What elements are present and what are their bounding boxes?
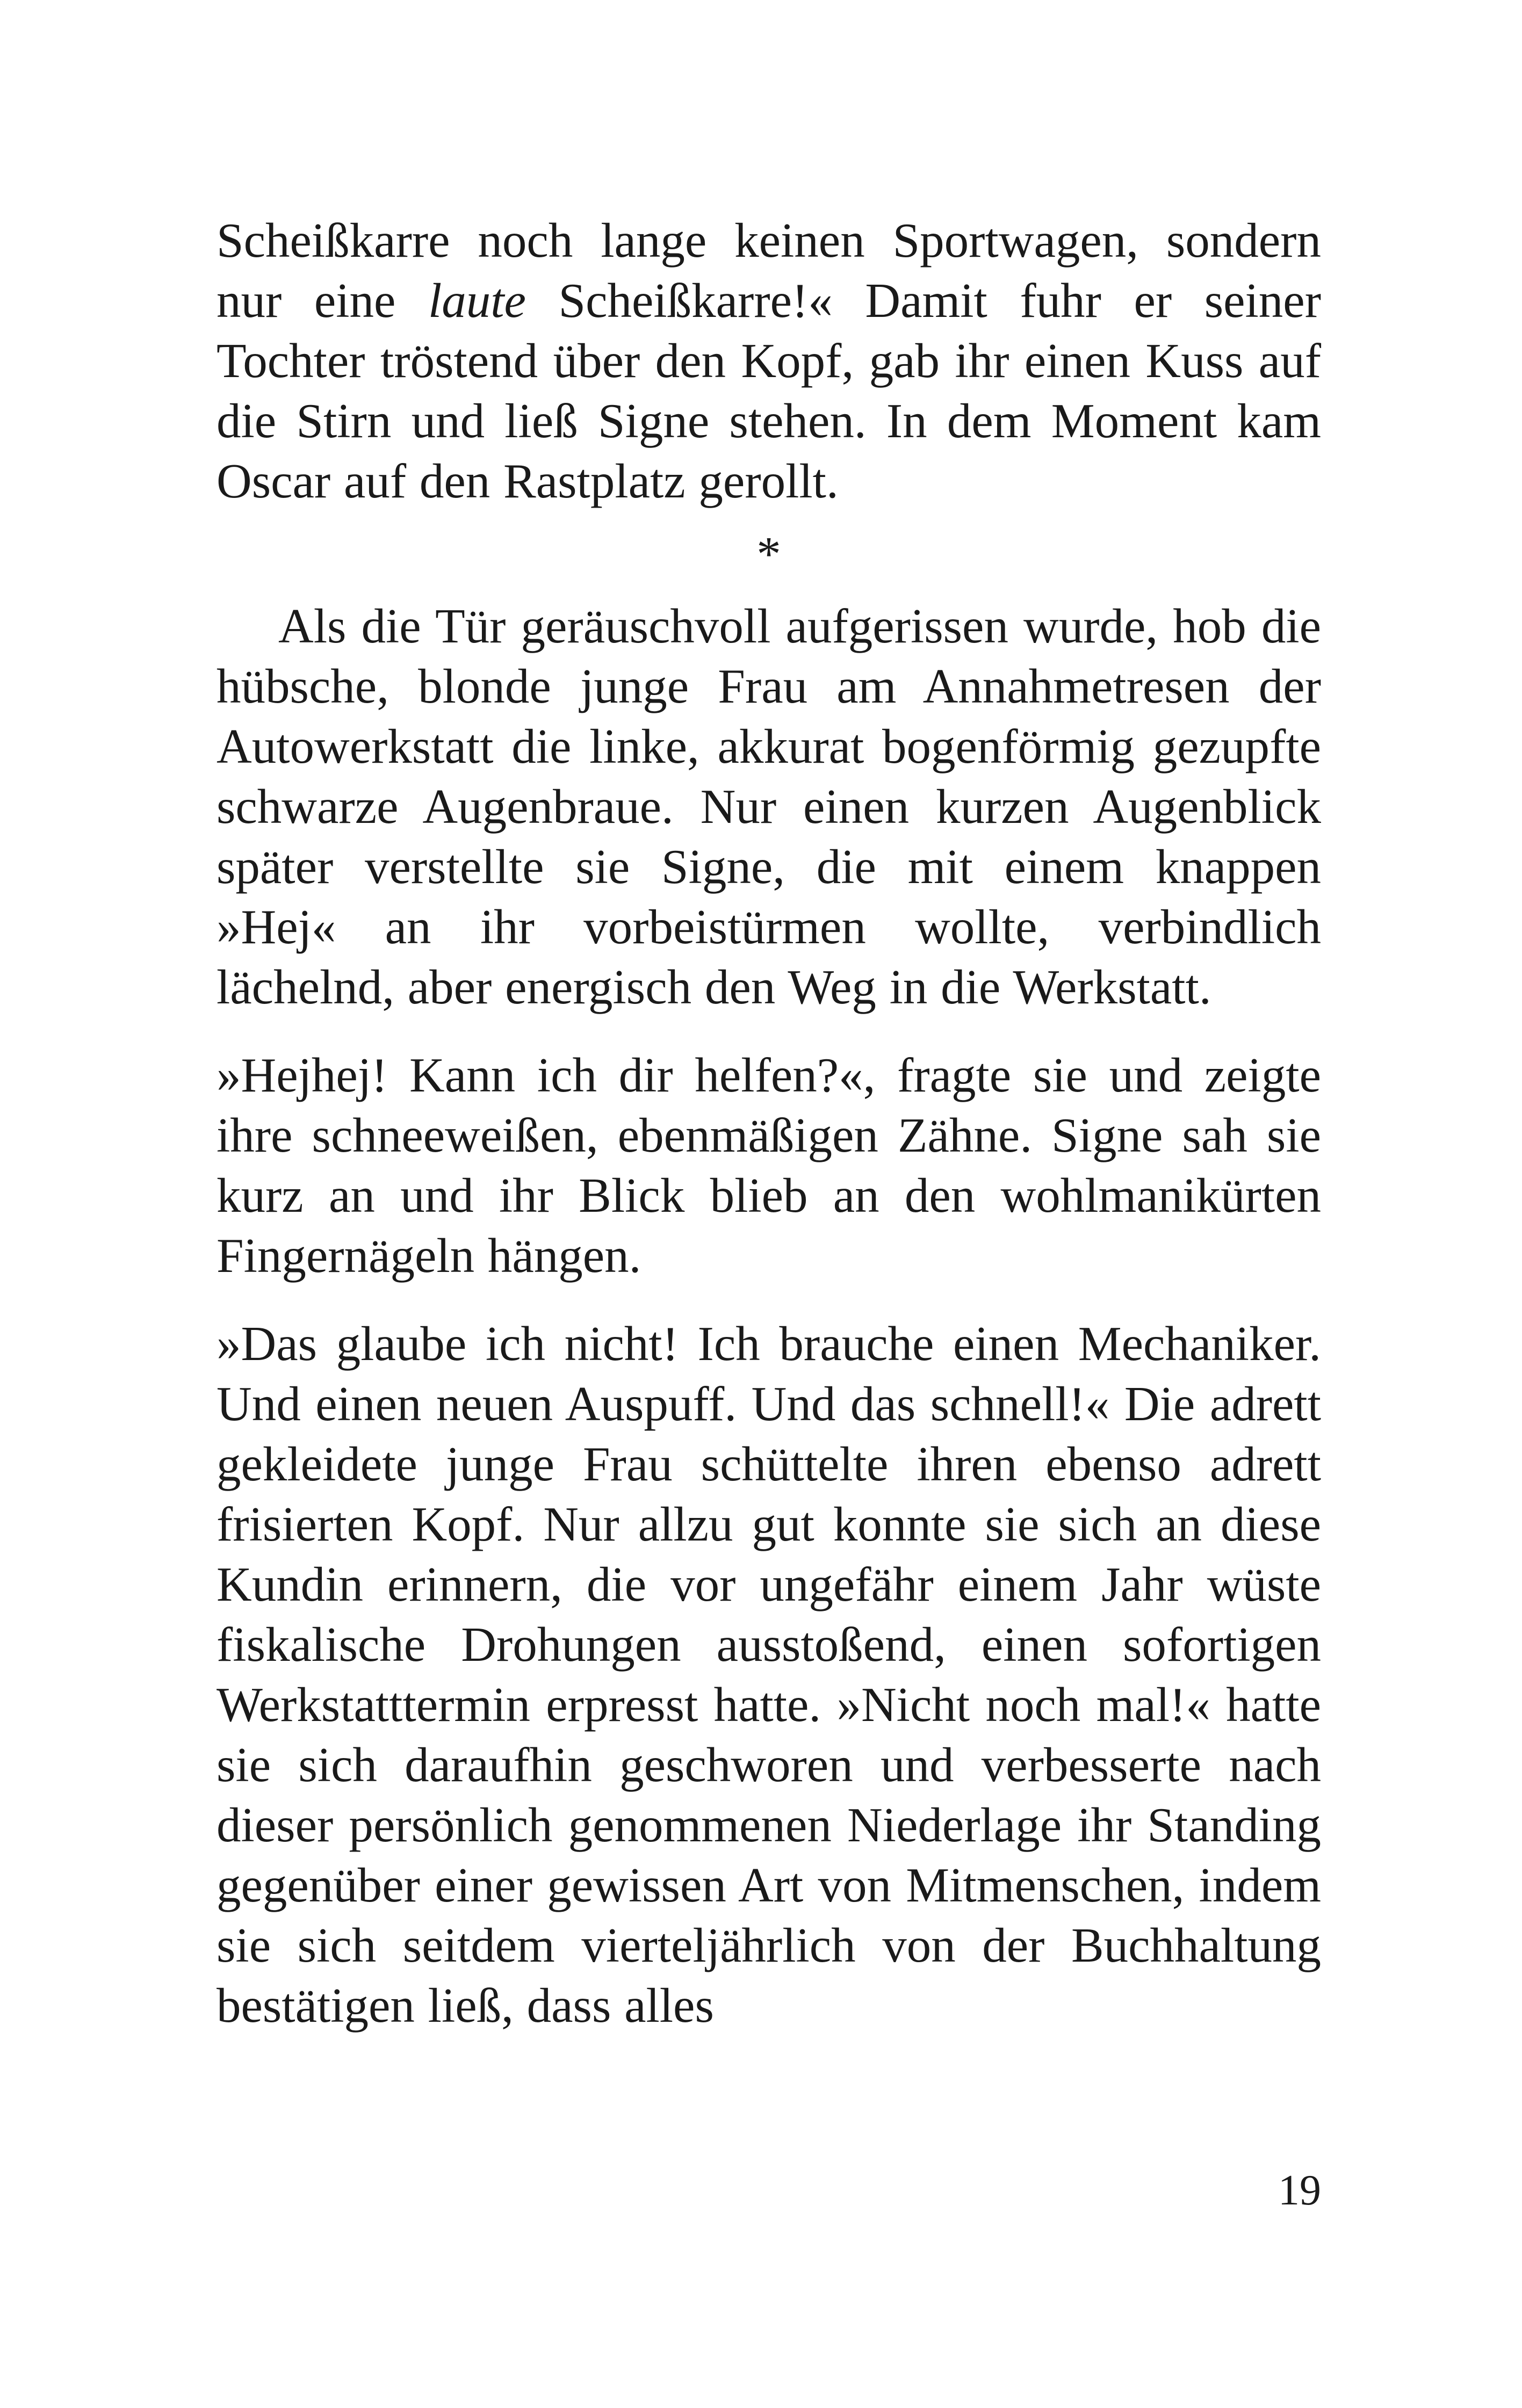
page-number: 19 [1278,2167,1321,2214]
paragraph-4: »Das glaube ich nicht! Ich brauche einen Mechaniker. Und einen neuen Auspuff. Und das schnell!« Die adrett gekleidete junge Frau schüttelte ihren ebenso adrett frisierten Kopf. Nur allzu gut konnte sie sich an diese Kundin erinnern, die vor ungefähr einem Jahr wüste fiskalische Drohungen ausstoßend, einen sofortigen Werkstatttermin erpresst hatte. »Nicht noch mal!« hatte sie sich daraufhin geschworen und verbesserte nach dieser persönlich genommenen Niederlage ihr Standing gegenüber einer gewissen Art von Mitmenschen, indem sie sich seitdem vierteljährlich von der Buchhaltung bestätigen ließ, dass alles [217,1317,1321,2033]
paragraph-1-text-a: Scheißkarre noch lange keinen Sportwagen, sondern nur eine [217,213,1321,328]
paragraph-1-text-b: Scheißkarre!« Damit fuhr er seiner Tochter tröstend über den Kopf, gab ihr einen Kuss auf die Stirn und ließ Signe stehen. In dem Moment kam Oscar auf den Rastplatz gerollt. [217,273,1322,508]
section-separator: * [756,527,781,581]
paragraph-1 [217,211,1321,511]
body-text [217,211,1321,2036]
paragraph-3: »Hejhej! Kann ich dir helfen?«, fragte sie und zeigte ihre schneeweißen, ebenmäßigen Zähne. Signe sah sie kurz an und ihr Blick blieb an den wohlmanikürten Fingernägeln hängen. [217,1048,1321,1283]
paragraph-2: Als die Tür geräuschvoll aufgerissen wurde, hob die hübsche, blonde junge Frau am Annahmetresen der Autowerkstatt die linke, akkurat bogenförmig gezupfte schwarze Augenbraue. Nur einen kurzen Augenblick später verstellte sie Signe, die mit einem knappen »Hej« an ihr vorbeistürmen wollte, verbindlich lächelnd, aber energisch den Weg in die Werkstatt. [217,599,1321,1014]
emphasis-laute: laute [428,273,526,328]
